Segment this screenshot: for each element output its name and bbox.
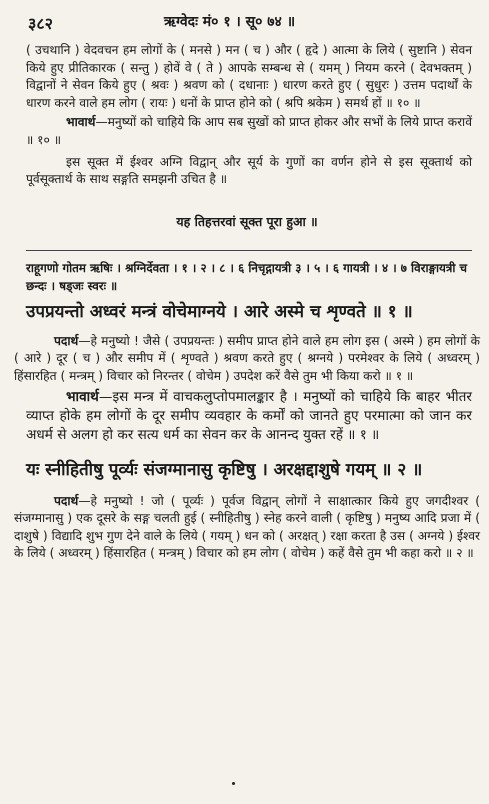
padartha-label: पदार्थ: [54, 493, 79, 508]
page-header: [14, 10, 480, 36]
padartha-paragraph-2: [14, 493, 480, 563]
bhavartha-label: भावार्थ: [66, 115, 96, 130]
padartha-label: पदार्थ: [54, 333, 79, 348]
page-number: ३८२: [28, 14, 53, 33]
bhavartha-text: —मनुष्यों को चाहिये कि आप सब सुखों को प्राप्त होकर और सभों के लिये प्राप्त करावें ॥ १० ॥: [26, 115, 472, 147]
word-meaning-paragraph: ( उचथानि ) वेदवचन हम लोगों के ( मनसे ) मन ( च ) और ( हृदे ) आत्मा के लिये ( सुष्टानि ) सेवन किये हुए प्रीतिकारक ( सन्तु ) होवें वे ( ते ) आपके सम्बन्ध से ( यमम् ) नियम करने ( देवभक्तम् ) विद्वानों ने सेवन किये हुए ( श्रवः ) श्रवण को ( दधानाः ) धारण करते हुए ( सुधुरः ) उत्तम पदार्थों के धारण करने वाले हम लोग ( रायः ) धनों के प्राप्त होने को ( श्रपि श्रकेम ) समर्थ हों ॥ १० ॥: [26, 43, 472, 110]
bhavartha-paragraph-2: [26, 388, 472, 445]
running-title: ऋग्वेदः मं० १ । सू० ७४ ॥: [164, 14, 296, 30]
padartha-paragraph-1: [14, 333, 480, 386]
bhavartha-text: —इस मन्त्र में वाचकलुप्तोपमालङ्कार है । मनुष्यों को चाहिये कि बाहर भीतर व्याप्त होके हम लोगों के दूर समीप व्यवहार के कर्मों को जानते हुए परमात्मा को जान कर अधर्म से अलग हो कर सत्य धर्म का सेवन कर के आनन्द युक्त रहें ॥ १ ॥: [26, 388, 472, 443]
page-mark: [232, 782, 235, 785]
padartha-text: —हे मनुष्यो ! जो ( पूर्व्यः ) पूर्वज विद्वान् लोगों ने साक्षात्कार किये हुए जगदीश्वर ( संजग्मानासु ) एक दूसरे के सङ्ग चलती हुई ( स्नीहितीषु ) स्नेह करने वाली ( कृष्टिषु ) मनुष्य आदि प्रजा में ( दाशुषे ) विद्यादि शुभ गुण देने वाले के लिये ( गयम् ) धन को ( अरक्षत् ) रक्षा करता है उस ( अग्नये ) ईश्वर के लिये ( अध्वरम् ) हिंसारहित ( मन्त्रम् ) विचार को हम लोग ( वोचेम ) कहें वैसे तुम भी कहा करो ॥ २ ॥: [14, 493, 480, 561]
rishi-devata-line: राहूगणो गोतम ऋषिः । श्रग्निर्देवता । १ । २ । ८ । ६ निचृद्गायत्री ३ । ५ । ६ गायत्री । ४ । ७ विराङ्गायत्री च छन्दः । षड्जः स्वरः ॥: [26, 260, 468, 293]
mantra-1: उपप्रयन्तो अध्वरं मन्त्रं वोचेमाग्नये । आरे अस्मे च शृण्वते ॥ १ ॥: [26, 301, 413, 322]
padartha-text: —हे मनुष्यो ! जैसे ( उपप्रयन्तः ) समीप प्राप्त होने वाले हम लोग इस ( अस्मे ) हम लोगों के ( आरे ) दूर ( च ) और समीप में ( शृण्वते ) श्रवण करते हुए ( श्रग्नये ) परमेश्वर के लिये ( अध्वरम् ) हिंसारहित ( मन्त्रम् ) विचार को निरन्तर ( वोचेम ) उपदेश करें वैसे तुम भी किया करो ॥ १ ॥: [14, 333, 480, 383]
scanned-page: [14, 10, 480, 563]
mantra-2: यः स्नीहितीषु पूर्व्यः संजग्मानासु कृष्टिषु । अरक्षद्दाशुषे गयम् ॥ २ ॥: [26, 459, 423, 480]
bhavartha-label: भावार्थ: [66, 388, 99, 405]
sukta-end-note: यह तिहत्तरवां सूक्त पूरा हुआ ॥: [176, 213, 318, 229]
bhavartha-paragraph: [26, 114, 472, 149]
divider: [26, 250, 472, 251]
sukta-summary: इस सूक्त में ईश्वर अग्नि विद्वान् और सूर्य के गुणों का वर्णन होने से इस सूक्तार्थ को पूर्वसूक्तार्थ के साथ सङ्गति समझनी उचित है ॥: [26, 154, 472, 187]
